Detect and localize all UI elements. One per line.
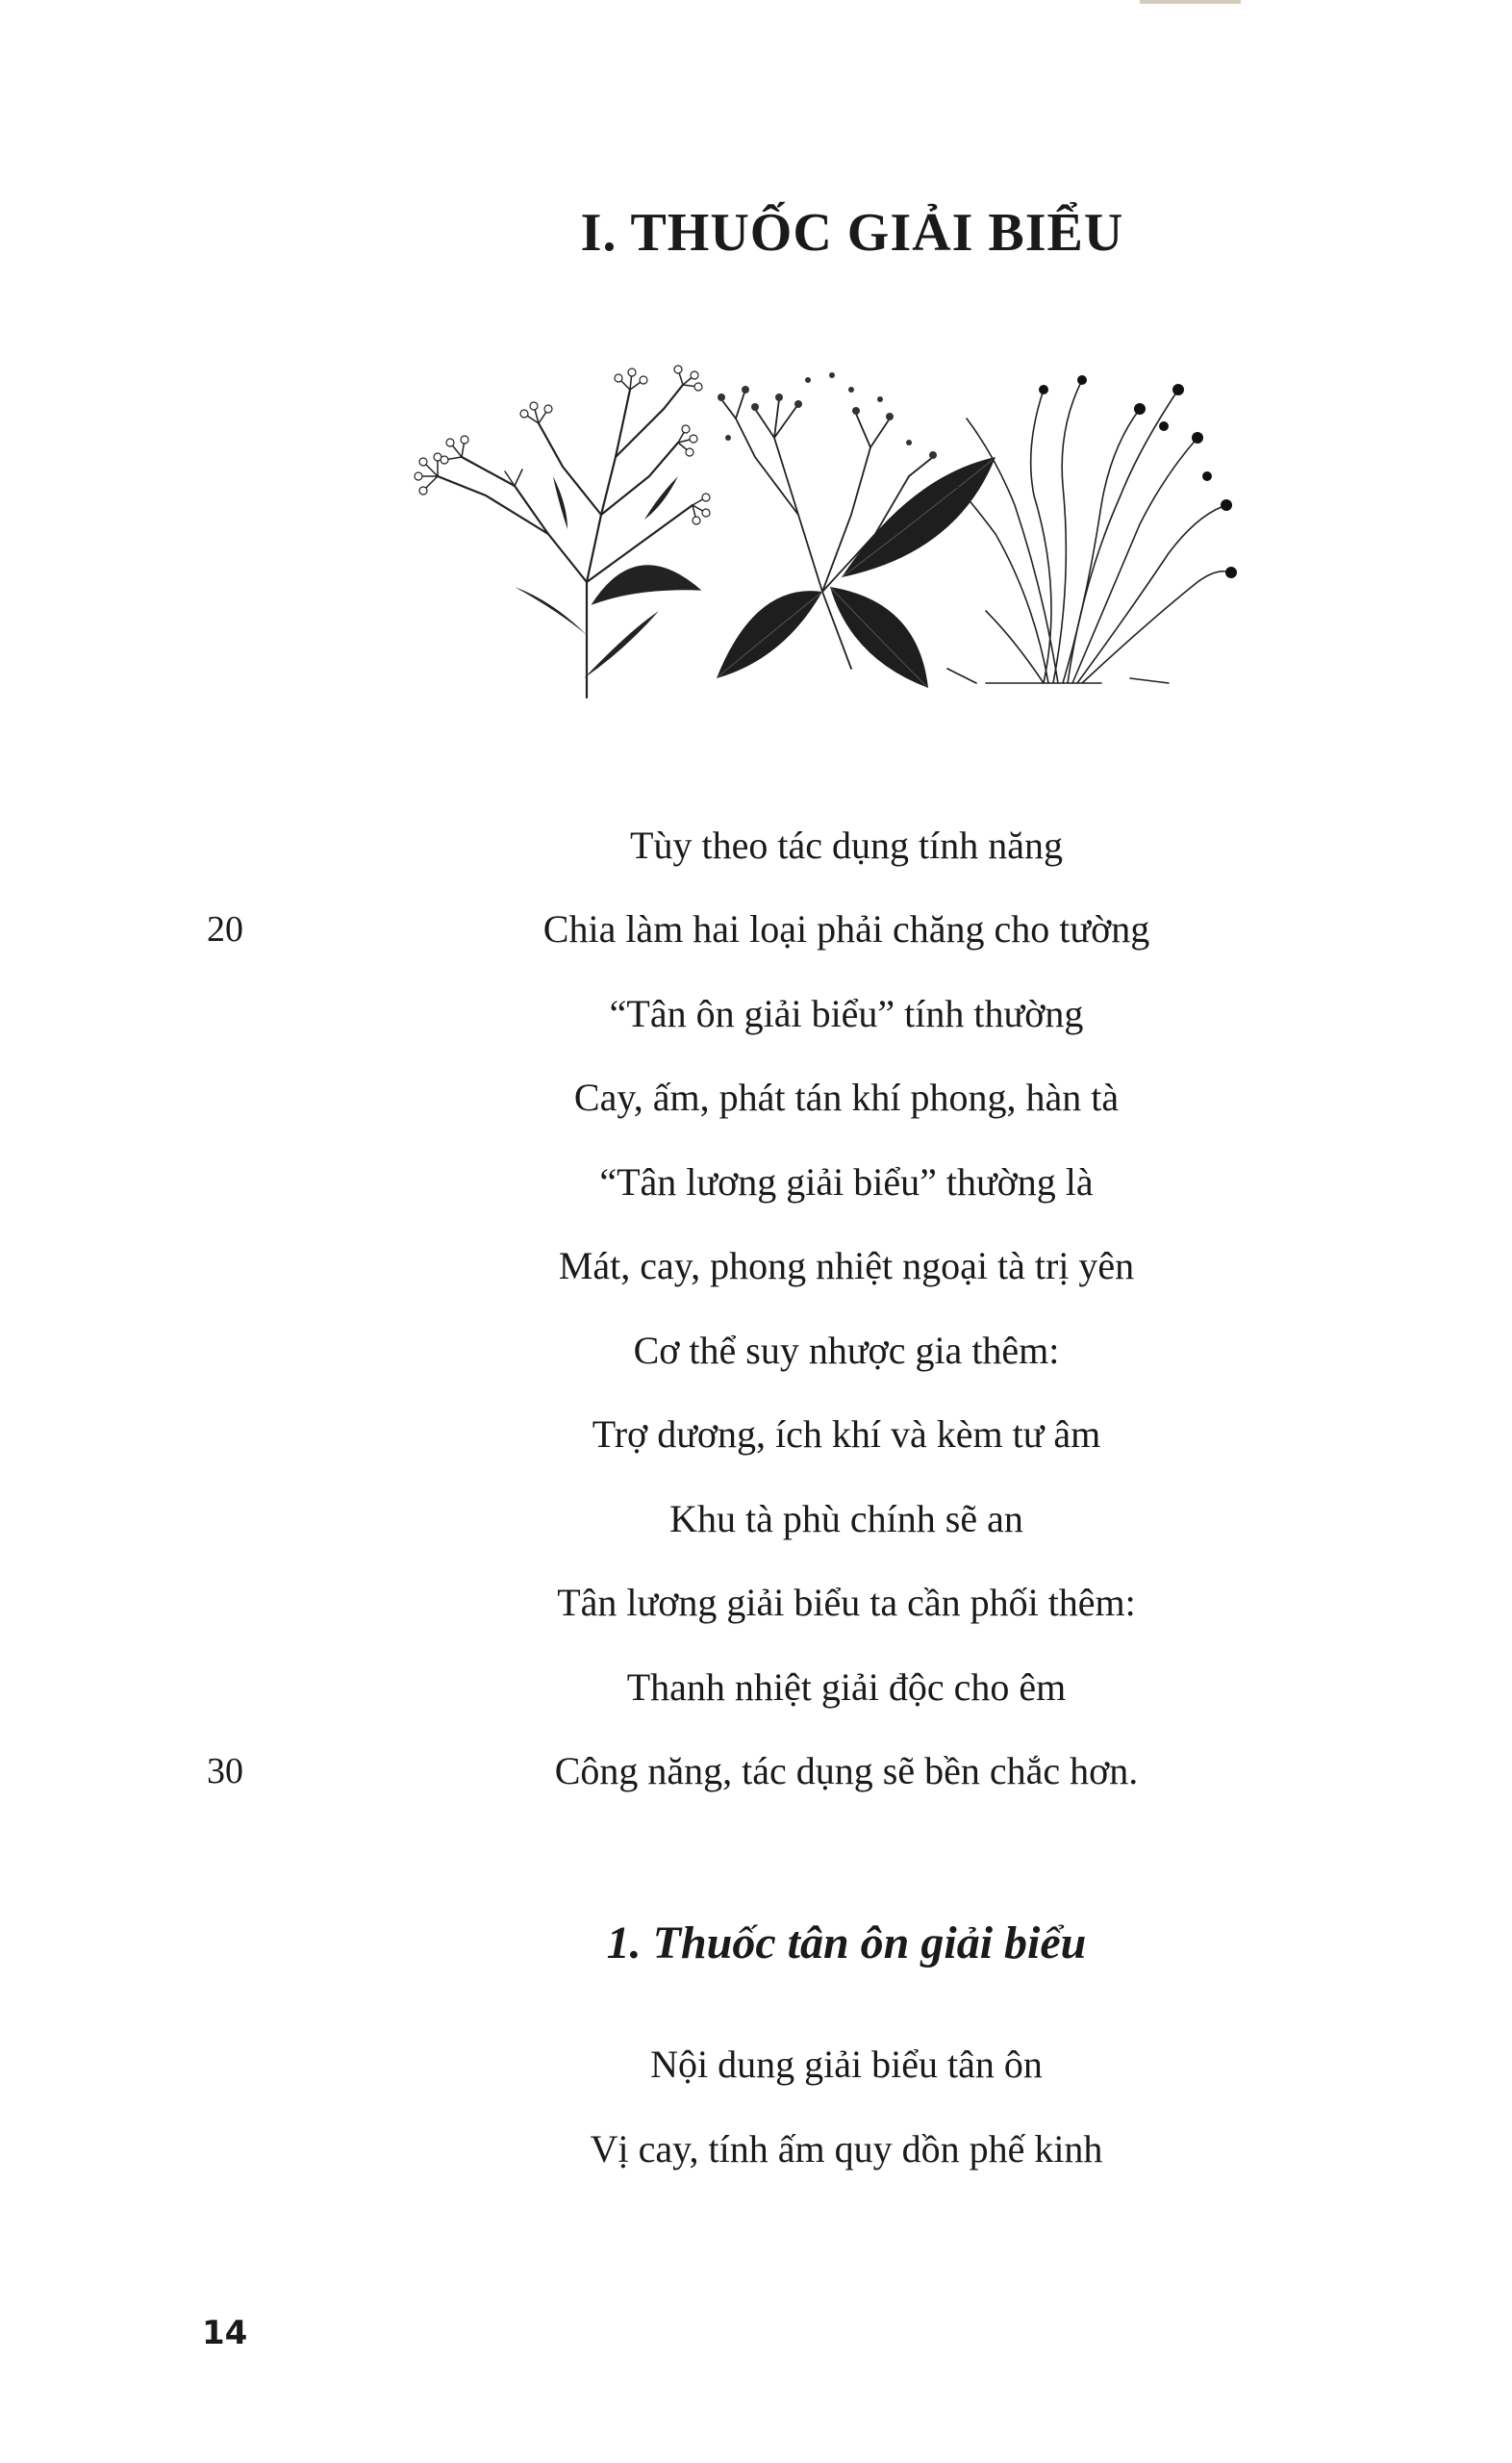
verse-line: “Tân ôn giải biểu” tính thường (609, 992, 1084, 1035)
verse-line: Tân lương giải biểu ta cần phối thêm: (557, 1581, 1136, 1624)
verse-line: Trợ dương, ích khí và kèm tư âm (592, 1412, 1101, 1456)
scan-edge (0, 0, 1512, 10)
verse-line: Cay, ấm, phát tán khí phong, hàn tà (573, 1076, 1120, 1119)
verse-line: Vị cay, tính ấm quy dồn phế kinh (590, 2127, 1103, 2171)
section-heading: I. THUỐC GIẢI BIỂU (580, 203, 1124, 263)
flowering-herb-icon (415, 366, 710, 698)
verse-line: Cơ thể suy nhược gia thêm: (633, 1329, 1060, 1372)
verse-line: “Tân lương giải biểu” thường là (599, 1160, 1094, 1204)
leafy-branch-icon (717, 372, 995, 688)
verse-line: Mát, cay, phong nhiệt ngoại tà trị yên (558, 1244, 1135, 1287)
grass-tuft-icon (947, 375, 1237, 683)
verse-line: Khu tà phù chính sẽ an (669, 1497, 1023, 1540)
verse-line: Tùy theo tác dụng tính năng (630, 824, 1063, 867)
page-number: 14 (202, 2314, 248, 2352)
line-number: 30 (207, 1751, 243, 1791)
verse-line: Chia làm hai loại phải chăng cho tường (542, 907, 1150, 951)
verse-line: Công năng, tác dụng sẽ bền chắc hơn. (554, 1749, 1139, 1792)
herb-illustrations (370, 351, 1323, 717)
verse-line: Thanh nhiệt giải độc cho êm (626, 1665, 1067, 1709)
subsection-heading: 1. Thuốc tân ôn giải biểu (606, 1917, 1087, 1968)
verse-line: Nội dung giải biểu tân ôn (650, 2043, 1043, 2086)
line-number: 20 (207, 909, 243, 950)
